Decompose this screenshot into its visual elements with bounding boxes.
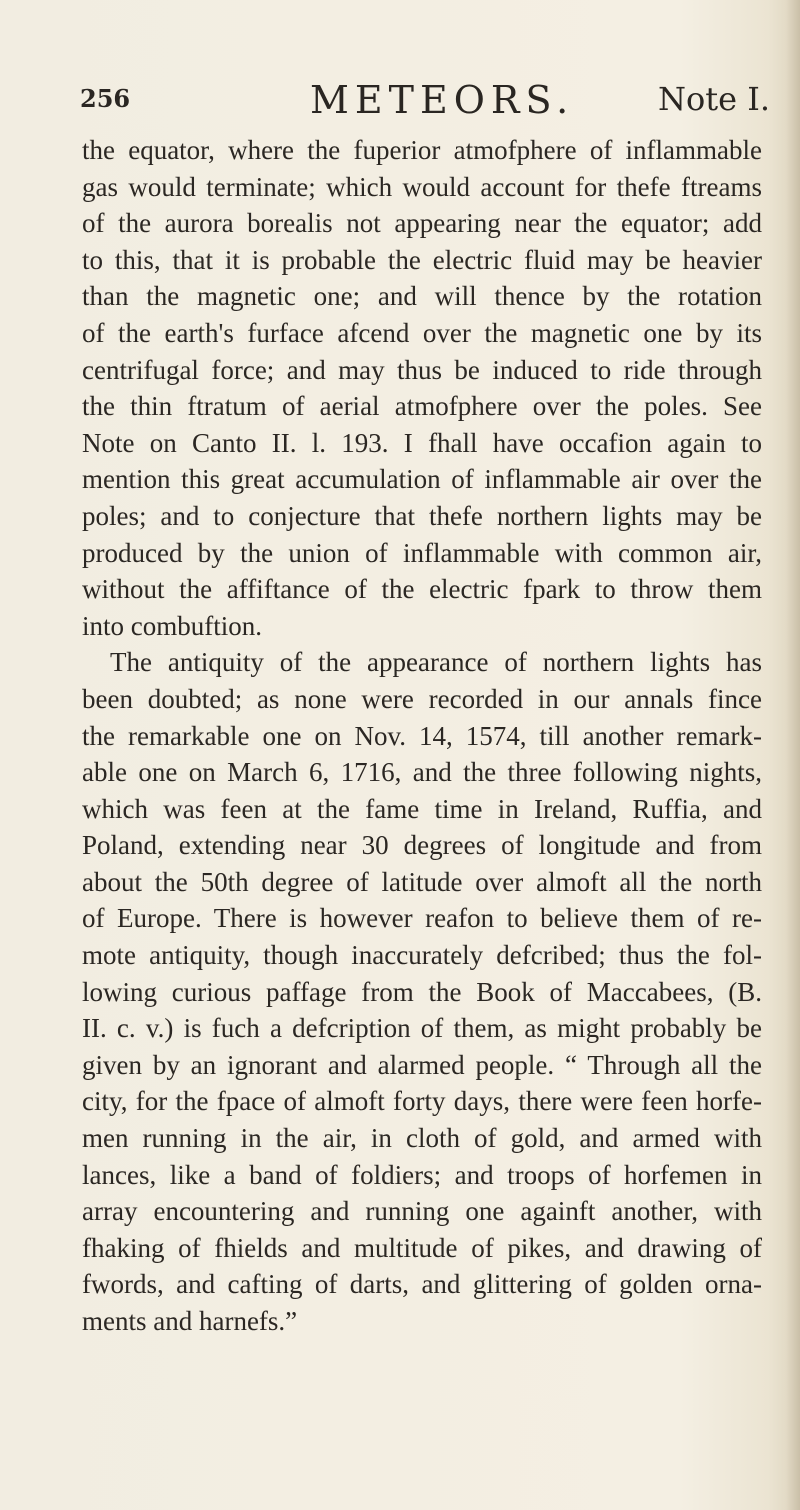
body-text <box>82 132 762 1340</box>
text-line: to this, that it is probable the electric fluid may be heavier <box>82 244 762 275</box>
text-line: fwords, and cafting of darts, and glittering of golden orna- <box>82 1269 762 1300</box>
text-line: been doubted; as none were recorded in our annals fince <box>82 683 762 714</box>
text-line: gas would terminate; which would account for thefe ftreams <box>82 171 762 202</box>
text-line: the thin ftratum of aerial atmofphere over the poles. See <box>82 391 762 422</box>
text-line: of Europe. There is however reafon to believe them of re- <box>82 903 762 934</box>
text-line: lances, like a band of foldiers; and troops of horfemen in <box>82 1159 762 1190</box>
text-line: The antiquity of the appearance of northern lights has <box>110 647 762 678</box>
text-line: fhaking of fhields and multitude of pikes, and drawing of <box>82 1232 762 1263</box>
text-line: without the affiftance of the electric fpark to throw them <box>82 574 762 605</box>
text-line: of the aurora borealis not appearing near the equator; add <box>82 208 762 239</box>
text-line: lowing curious paffage from the Book of Maccabees, (B. <box>82 976 762 1007</box>
running-title: METEORS. <box>310 78 575 122</box>
text-line: than the magnetic one; and will thence by the rotation <box>82 281 762 312</box>
text-line: II. c. v.) is fuch a defcription of them, as might probably be <box>82 1013 762 1044</box>
text-line: ments and harnefs.” <box>82 1306 298 1336</box>
text-line: of the earth's furface afcend over the magnetic one by its <box>82 317 762 348</box>
text-line: Poland, extending near 30 degrees of longitude and from <box>82 830 762 861</box>
text-line: Note on Canto II. l. 193. I fhall have occafion again to <box>82 427 762 458</box>
text-line: given by an ignorant and alarmed people. “ Through all the <box>82 1049 762 1080</box>
text-line: men running in the air, in cloth of gold, and armed with <box>82 1123 762 1154</box>
page-edge-shadow <box>786 0 800 1510</box>
page-header <box>80 78 770 130</box>
text-line: centrifugal force; and may thus be induced to ride through <box>82 354 762 385</box>
text-line: mention this great accumulation of inflammable air over the <box>82 464 762 495</box>
text-line: the remarkable one on Nov. 14, 1574, till another remark- <box>82 720 762 751</box>
text-line: into combuftion. <box>82 610 262 641</box>
text-line: which was feen at the fame time in Ireland, Ruffia, and <box>82 793 762 824</box>
text-line: poles; and to conjecture that thefe northern lights may be <box>82 500 762 531</box>
paragraph <box>82 644 762 1339</box>
text-line: array encountering and running one againft another, with <box>82 1196 762 1227</box>
text-line: mote antiquity, though inaccurately defcribed; thus the fol- <box>82 940 762 971</box>
text-line: the equator, where the fuperior atmofphere of inflammable <box>82 135 762 165</box>
paragraph <box>82 132 762 644</box>
text-line: city, for the fpace of almoft forty days, there were feen horfe- <box>82 1086 762 1117</box>
text-line: produced by the union of inflammable with common air, <box>82 537 762 568</box>
page-number: 256 <box>80 84 131 113</box>
text-line: able one on March 6, 1716, and the three following nights, <box>82 757 762 788</box>
text-line: about the 50th degree of latitude over almoft all the north <box>82 866 762 897</box>
note-label: Note I. <box>657 80 770 118</box>
